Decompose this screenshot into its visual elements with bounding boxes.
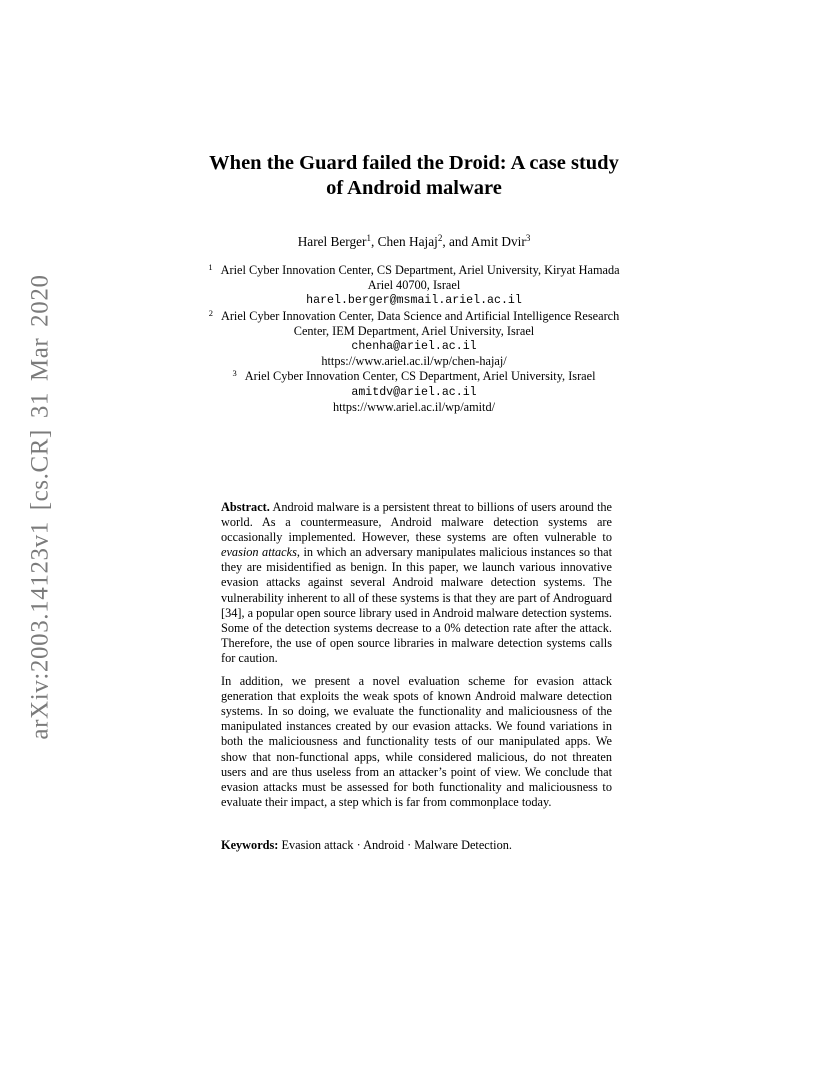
affiliation-list <box>150 263 678 415</box>
author-name: Amit Dvir <box>470 234 526 249</box>
author-name: Harel Berger <box>297 234 367 249</box>
abstract-paragraph-1: Abstract. Android malware is a persistent threat to billions of users around the world. As a countermeasure, Android malware detection systems are occasionally implemented. However, these systems are often vulnerable to evasion attacks, in which an adversary manipulates malicious instances so that they are misidentified as benign. In this paper, we launch various innovative evasion attacks against several Android malware detection systems. The vulnerability inherent to all of these systems is that they are part of Androguard [34], a popular open source library used in Android malware detection systems. Some of the detection systems decrease to a 0% detection rate after the attack. Therefore, the use of open source libraries in malware detection systems calls for caution. <box>221 500 613 665</box>
author-affiliation-mark: 1 <box>366 233 371 243</box>
abstract-paragraph-2: In addition, we present a novel evaluation scheme for evasion attack generation that exploits the weak spots of known Android malware detection systems. In so doing, we evaluate the functionality and maliciousness of the manipulated instances created by our evasion attacks. We found variations in both the maliciousness and functionality tests of our manipulated apps. We show that non-functional apps, while considered malicious, do not threaten users and are thus useless from an attacker’s point of view. We conclude that evasion attacks must be assessed for both functionality and maliciousness to evaluate their impact, a step which is far from commonplace today. <box>221 674 612 809</box>
author-separator: , <box>370 234 378 249</box>
affiliation-2-line-2: Center, IEM Department, Ariel University, Israel <box>293 323 535 338</box>
keywords-text: Evasion attack · Android · Malware Detection. <box>278 838 512 852</box>
affiliation-1-line-1: $^1$ Ariel Cyber Innovation Center, CS Department, Ariel University, Kiryat Hamada <box>208 262 620 277</box>
keywords-label: Keywords: <box>221 838 279 852</box>
affiliation-3-line-1: $^3$ Ariel Cyber Innovation Center, CS Department, Ariel University, Israel <box>232 368 596 384</box>
author-separator: , and <box>442 234 471 249</box>
affiliation-3-email[interactable]: amitdv@ariel.ac.il <box>351 385 477 399</box>
title-line-2: of Android malware <box>326 176 502 199</box>
affiliation-1-line-2: Ariel 40700, Israel <box>367 278 461 293</box>
author-affiliation-mark: 3 <box>525 233 531 243</box>
abstract-italic-term: evasion attacks <box>221 545 297 560</box>
author-affiliation-mark: 2 <box>437 233 443 243</box>
affiliation-2-url[interactable]: https://www.ariel.ac.il/wp/chen-hajaj/ <box>321 354 507 369</box>
abstract-label: Abstract. <box>221 500 270 514</box>
author-name: Chen Hajaj <box>377 234 438 249</box>
affiliation-mark: 3 <box>232 368 237 379</box>
affiliation-3-url[interactable]: https://www.ariel.ac.il/wp/amitd/ <box>332 399 496 414</box>
title-line-1: When the Guard failed the Droid: A case study <box>209 152 619 174</box>
paper-title <box>150 151 678 200</box>
keywords-line <box>221 838 612 853</box>
abstract-section <box>221 500 612 810</box>
author-list <box>150 234 678 250</box>
affiliation-mark: 2 <box>208 307 213 318</box>
affiliation-2-line-1: $^2$ Ariel Cyber Innovation Center, Data Science and Artificial Intelligence Research <box>208 307 620 323</box>
affiliation-mark: 1 <box>208 262 213 272</box>
affiliation-2-email[interactable]: chenha@ariel.ac.il <box>351 340 477 354</box>
affiliation-1-email[interactable]: harel.berger@msmail.ariel.ac.il <box>306 294 522 308</box>
arxiv-identifier-stamp <box>26 274 54 740</box>
arxiv-identifier-text: arXiv:2003.14123v1 [cs.CR] 31 Mar 2020 <box>26 274 54 740</box>
